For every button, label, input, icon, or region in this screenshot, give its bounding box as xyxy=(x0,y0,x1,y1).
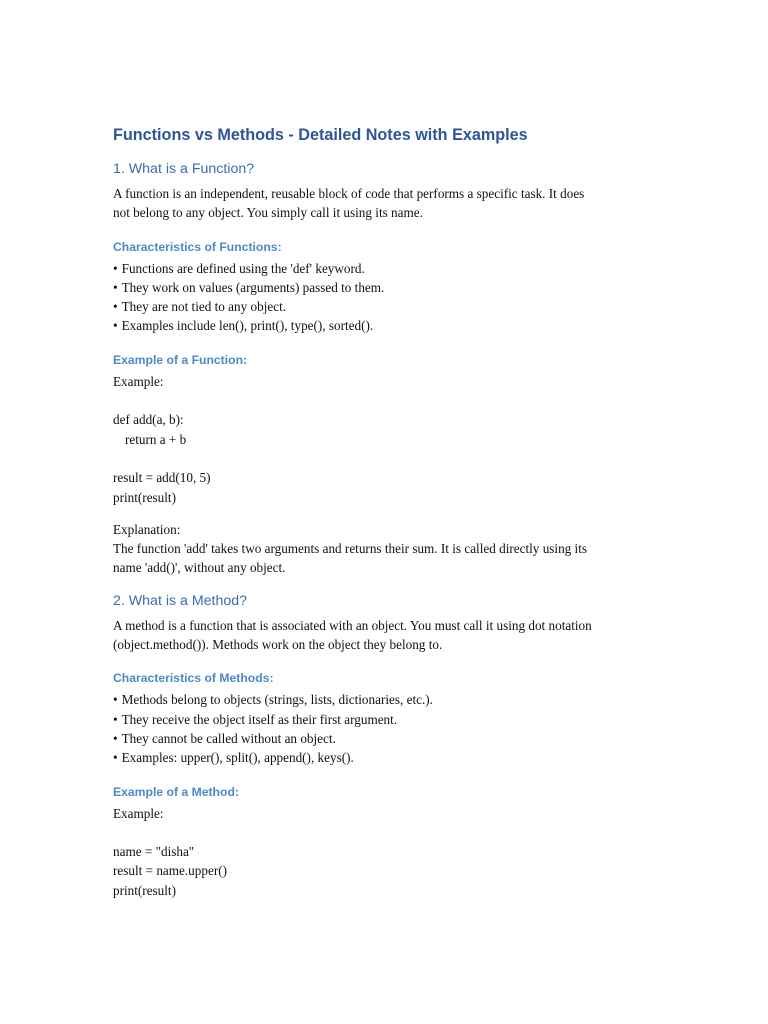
blank-line xyxy=(113,391,673,410)
function-definition-line-2: not belong to any object. You simply call it using its name. xyxy=(113,205,423,221)
section-heading-function: 1. What is a Function? xyxy=(113,161,255,177)
list-item: • Examples include len(), print(), type(), sorted(). xyxy=(113,316,673,335)
subheading-function-example: Example of a Function: xyxy=(113,352,248,367)
list-item: • They work on values (arguments) passed to them. xyxy=(113,278,673,297)
function-characteristics-list xyxy=(113,259,673,336)
example-label: Example: xyxy=(113,373,164,389)
code-line: result = name.upper() xyxy=(113,863,227,879)
method-characteristics-list xyxy=(113,690,673,767)
list-item: • They are not tied to any object. xyxy=(113,297,673,316)
subheading-method-example: Example of a Method: xyxy=(113,784,239,799)
function-definition-line-1: A function is an independent, reusable block of code that performs a specific task. It does xyxy=(113,186,585,201)
list-item: • They receive the object itself as their first argument. xyxy=(113,710,673,729)
method-definition-line-1: A method is a function that is associated with an object. You must call it using dot notation xyxy=(113,617,592,633)
section-heading-method: 2. What is a Method? xyxy=(113,592,248,609)
document-title: Functions vs Methods - Detailed Notes with Examples xyxy=(113,126,528,144)
blank-line xyxy=(113,823,673,842)
code-line: print(result) xyxy=(113,882,176,898)
code-line: def add(a, b): xyxy=(113,412,184,428)
code-line: print(result) xyxy=(113,489,176,505)
code-line: return a + b xyxy=(125,431,187,447)
subheading-function-characteristics: Characteristics of Functions: xyxy=(113,239,282,254)
blank-line xyxy=(113,449,673,468)
list-item: • Methods belong to objects (strings, lists, dictionaries, etc.). xyxy=(113,690,673,709)
code-line: name = "disha" xyxy=(113,844,195,860)
example-label: Example: xyxy=(113,805,164,821)
document-page xyxy=(113,124,673,900)
explanation-line-1: The function 'add' takes two arguments and returns their sum. It is called directly using its xyxy=(113,541,588,557)
list-item: • Functions are defined using the 'def' keyword. xyxy=(113,259,673,278)
code-line: result = add(10, 5) xyxy=(113,470,211,486)
subheading-method-characteristics: Characteristics of Methods: xyxy=(113,671,274,686)
method-definition-line-2: (object.method()). Methods work on the object they belong to. xyxy=(113,637,443,653)
explanation-line-2: name 'add()', without any object. xyxy=(113,560,286,576)
list-item: • Examples: upper(), split(), append(), keys(). xyxy=(113,748,673,767)
explanation-label: Explanation: xyxy=(113,521,181,537)
list-item: • They cannot be called without an object. xyxy=(113,729,673,748)
